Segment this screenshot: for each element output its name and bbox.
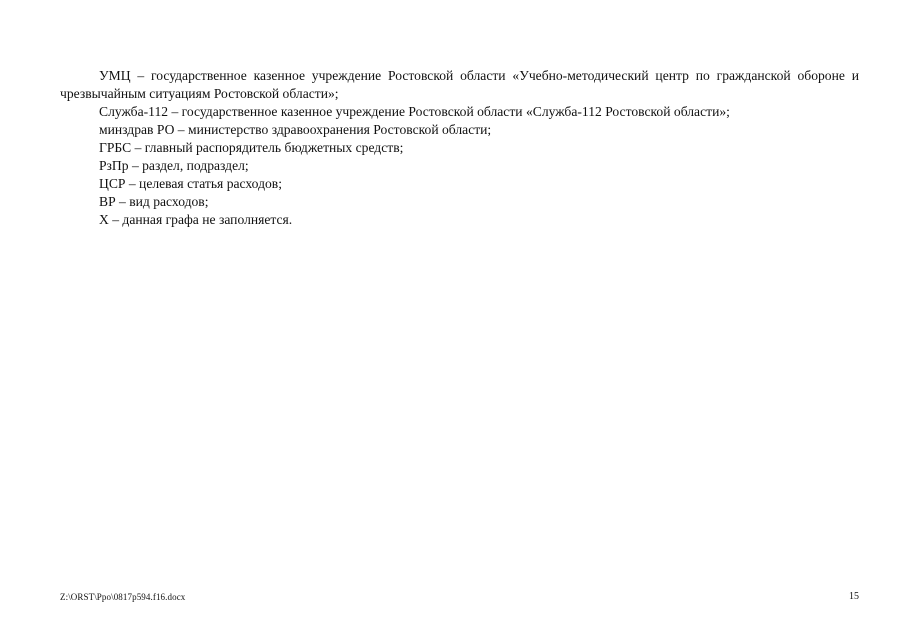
document-body: [60, 67, 859, 229]
paragraph-minzdrav: минздрав РО – министерство здравоохранения Ростовской области;: [99, 122, 492, 137]
footer-file-path: Z:\ORST\Ppo\0817p594.f16.docx: [60, 592, 186, 602]
paragraph-vr: ВР – вид расходов;: [99, 194, 209, 209]
page-number: 15: [849, 591, 859, 602]
paragraph-x: Х – данная графа не заполняется.: [99, 212, 293, 227]
paragraph-csr: ЦСР – целевая статья расходов;: [99, 176, 282, 191]
paragraph-umc: УМЦ – государственное казенное учреждение Ростовской области «Учебно-методический центр по гражданской обороне и чрезвычайным ситуациям Ростовской области»;: [60, 68, 859, 101]
paragraph-service-112: Служба-112 – государственное казенное учреждение Ростовской области «Служба-112 Ростовской области»;: [99, 104, 730, 119]
paragraph-grbs: ГРБС – главный распорядитель бюджетных средств;: [99, 140, 404, 155]
paragraph-rzpr: РзПр – раздел, подраздел;: [99, 158, 249, 173]
